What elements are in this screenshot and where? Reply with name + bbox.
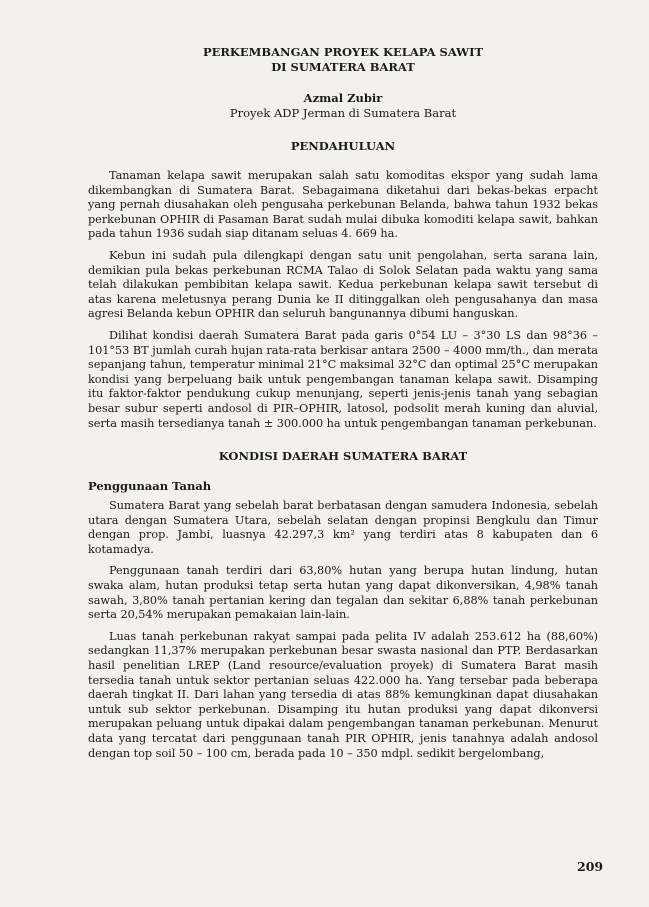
paragraph: Dilihat kondisi daerah Sumatera Barat pada garis 0°54 LU – 3°30 LS dan 98°36 – 101°53 BT jumlah curah hujan rata-rata berkisar antara 2500 – 4000 mm/th., dan merata sepanjang tahun, temperatur minimal 21°C maksimal 32°C dan optimal 25°C merupakan kondisi yang berpeluang baik untuk pengembangan tanaman kelapa sawit. Disamping itu faktor-faktor pendukung cukup menunjang, seperti jenis-jenis tanah yang sebagian besar subur seperti andosol di PIR–OPHIR, latosol, podsolit merah kuning dan aluvial, serta masih tersedianya tanah ± 300.000 ha untuk pengembangan tanaman perkebunan. xyxy=(88,328,598,430)
author-affiliation: Proyek ADP Jerman di Sumatera Barat xyxy=(229,106,457,120)
subsection-heading: Penggunaan Tanah xyxy=(88,479,212,494)
paper-title xyxy=(88,45,598,75)
title-line-2: DI SUMATERA BARAT xyxy=(271,60,415,74)
paragraph: Penggunaan tanah terdiri dari 63,80% hutan yang berupa hutan lindung, hutan swaka alam, hutan produksi tetap serta hutan yang dapat dikonversikan, 4,98% tanah sawah, 3,80% tanah pertanian kering dan tegalan dan sekitar 6,88% tanah perkebunan serta 20,54% merupakan pemakaian lain-lain. xyxy=(88,564,598,622)
page-number: 209 xyxy=(577,859,604,874)
page-body xyxy=(88,40,598,768)
paragraph: Luas tanah perkebunan rakyat sampai pada pelita IV adalah 253.612 ha (88,60%) sedangkan 11,37% merupakan perkebunan besar swasta nasional dan PTP. Berdasarkan hasil penelitian LREP (Land resource/evaluation proyek) di Sumatera Barat masih tersedia tanah untuk sektor pertanian seluas 422.000 ha. Yang tersebar pada beberapa daerah tingkat II. Dari lahan yang tersedia di atas 88% kemungkinan dapat diusahakan untuk sub sektor perkebunan. Disamping itu hutan produksi yang dapat dikonversi merupakan peluang untuk dipakai dalam pengembangan tanaman perkebunan. Menurut data yang tercatat dari penggunaan tanah PIR OPHIR, jenis tanahnya adalah andosol dengan top soil 50 – 100 cm, berada pada 10 – 350 mdpl. sedikit bergelombang, xyxy=(88,629,598,760)
paragraph: Tanaman kelapa sawit merupakan salah satu komoditas ekspor yang sudah lama dikembangkan di Sumatera Barat. Sebagaimana diketahui dari bekas-bekas erpacht yang pernah diusahakan oleh pengusaha perkebunan Belanda, bahwa tahun 1932 bekas perkebunan OPHIR di Pasaman Barat sudah mulai dibuka komoditi kelapa sawit, bahkan pada tahun 1936 sudah siap ditanam seluas 4. 669 ha. xyxy=(88,169,598,241)
author-name: Azmal Zubir xyxy=(303,91,383,105)
title-line-1: PERKEMBANGAN PROYEK KELAPA SAWIT xyxy=(202,45,484,59)
paragraph: Kebun ini sudah pula dilengkapi dengan satu unit pengolahan, serta sarana lain, demikian pula bekas perkebunan RCMA Talao di Solok Selatan pada waktu yang sama telah dilakukan pembibitan kelapa sawit. Kedua perkebunan kelapa sawit tersebut di atas karena meletusnya perang Dunia ke II ditinggalkan oleh pengusahanya dan masa agresi Belanda kebun OPHIR dan seluruh bangunannya dibumi hanguskan. xyxy=(88,248,598,321)
paragraph: Sumatera Barat yang sebelah barat berbatasan dengan samudera Indonesia, sebelah utara dengan Sumatera Utara, sebelah selatan dengan propinsi Bengkulu dan Timur dengan prop. Jambi, luasnya 42.297,3 km² yang terdiri atas 8 kabupaten dan 6 kotamadya. xyxy=(88,499,598,556)
section-heading-pendahuluan: PENDAHULUAN xyxy=(290,139,396,153)
section-heading-kondisi: KONDISI DAERAH SUMATERA BARAT xyxy=(218,449,468,464)
